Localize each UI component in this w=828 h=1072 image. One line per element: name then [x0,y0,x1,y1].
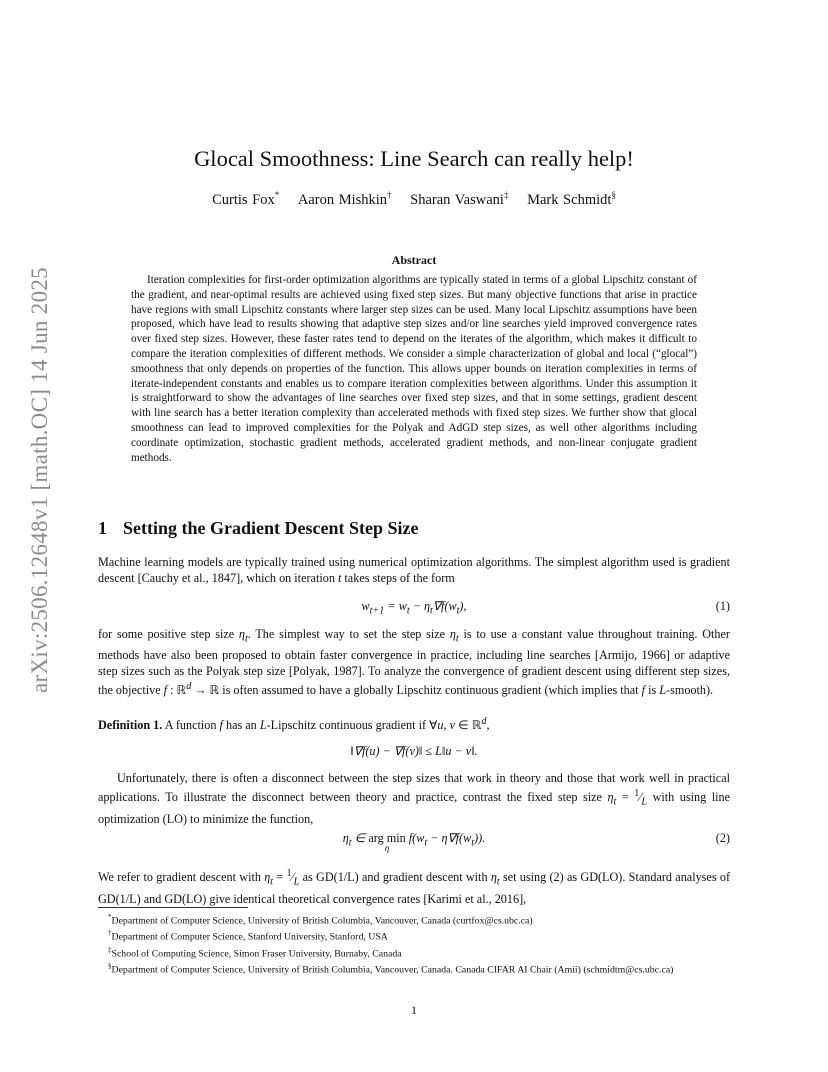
text-run: as GD(1/L) and gradient descent with [299,870,491,885]
text-run: -Lipschitz continuous gradient if ∀ [266,718,438,733]
equation-number: (1) [715,599,730,613]
equation-2-math: $\eta_t$ ∈ arg min η $f(w_t - \eta\nabla f(w_t))$. [342,831,486,853]
author-name: Mark Schmidt [527,191,612,208]
text-run: -smooth). [666,683,714,698]
footnote [98,960,730,976]
equation-1-math: $w_{t+1} = w_t - \eta_t\nabla f(w_t)$, [361,599,467,617]
author [527,192,616,208]
author [410,192,508,208]
footnote-mark: * [108,913,112,921]
author [298,192,392,208]
footnote-divider [98,907,248,908]
section-title: Setting the Gradient Descent Step Size [123,518,419,538]
text-run: with using line optimization (LO) to minimize the function, [98,790,731,826]
text-run: . The simplest way to set the step size [247,627,450,641]
author-mark: § [611,190,616,200]
footnote-mark: § [108,961,112,970]
footnote-text: School of Computing Science, Simon Fraser University, Burnaby, Canada [111,947,402,959]
text-run: takes steps of the form [341,571,455,585]
paragraph: for some positive step size $\eta_t$. The simplest way to set the step size $\eta_t$ is to use a constant value throughout training. Other methods have also been proposed to obtain faster convergence in practice, including line searches [Armijo, 1966] or adaptive step sizes such as the Polyak step size [Polyak, 1987]. To analyze the convergence of gradient descent using different step sizes, the objective f : ℝ$^d$ → ℝ is often assumed to have a globally Lipschitz continuous gradient (which implies that f is L-smooth). [98,627,730,698]
paragraph: We refer to gradient descent with $\eta_t$ = $^1⁄_L$ as GD(1/L) and gradient descent with $\eta_t$ set using (2) as GD(LO). Standard analyses of GD(1/L) and GD(LO) give identical theoretical convergence rates [Karimi et al., 2016], [98,868,730,906]
author-mark: ‡ [503,190,509,200]
footnote-text: Department of Computer Science, Stanford University, Stanford, USA [111,931,388,943]
abstract-heading: Abstract [391,253,437,267]
section-number: 1 [98,518,107,538]
text-run: is often assumed to have a globally Lipschitz continuous gradient (which implies that [219,683,642,698]
text-run: We refer to gradient descent with [98,870,265,885]
text-run: ∈ ℝ [455,718,482,733]
equation-2 [98,831,730,857]
footnote [98,927,730,943]
paragraph: Machine learning models are typically trained using numerical optimization algorithms. The simplest algorithm used is gradient descent [Cauchy et al., 1847], which on iteration t takes steps of the form [98,555,730,585]
definition-1: Definition 1. A function f has an L-Lipschitz continuous gradient if ∀u, v ∈ ℝ$^d$, [98,716,490,733]
text-run: is to use a constant value throughout training. Other methods have also been proposed to obtain faster convergence in practice, including line searches [Armijo, 1966] or adaptive step sizes such as the Polyak step size [Polyak, 1987]. To analyze the convergence of gradient descent using different step sizes, the objective [98,627,730,698]
definition-label: Definition 1. [98,718,163,733]
author-name: Sharan Vaswani [410,191,504,208]
text-run: for some positive step size [98,627,239,641]
text-run: Machine learning models are typically trained using numerical optimization algorithms. The simplest algorithm used is gradient descent [Cauchy et al., 1847], which on iteration [98,555,730,585]
footnote-mark: ‡ [108,945,112,954]
footnote-text: Department of Computer Science, University of British Columbia, Vancouver, Canada (curtfox@cs.ubc.ca) [111,915,533,927]
author-mark: † [387,190,392,200]
text-run: set using (2) as GD(LO). Standard analyses of GD(1/L) and GD(LO) give identical theoretical convergence rates [Karimi et al., 2016], [98,870,730,906]
footnotes [98,911,730,976]
text-run: has an [222,718,260,733]
paragraph: Unfortunately, there is often a disconnect between the step sizes that work in theory and those that work well in practical applications. To illustrate the disconnect between theory and practice, contrast the fixed step size $\eta_t$ = $^1⁄_L$ with using line optimization (LO) to minimize the function, [98,771,731,826]
definition-math: ‖∇f(u) − ∇f(v)‖ ≤ L‖u − v‖. [350,744,478,758]
footnote-text: Department of Computer Science, University of British Columbia, Vancouver, Canada. Canada CIFAR AI Chair (Amii) (schmidtm@cs.ubc.ca) [111,964,674,976]
footnote [98,944,730,960]
text-run: is [645,683,660,698]
abstract-body: Iteration complexities for first-order optimization algorithms are typically stated in terms of a global Lipschitz constant of the gradient, and near-optimal results are achieved using fixed step sizes. But many objective functions that arise in practice have regions with small Lipschitz constants where larger step sizes can be used. Many local Lipschitz assumptions have been proposed, which have lead to results showing that adaptive step sizes and/or line searches yield improved convergence rates over fixed step sizes. However, these faster rates tend to depend on the iterates of the algorithm, which makes it difficult to compare the iteration complexities of different methods. We consider a simple characterization of global and local (“glocal”) smoothness that only depends on properties of the function. This allows upper bounds on iteration complexities in terms of iterate-independent constants and enables us to compare iteration complexities between algorithms. Under this assumption it is straightforward to show the advantages of line searches over fixed step sizes, and that in some settings, gradient descent with line search has a better iteration complexity than accelerated methods with fixed step sizes. We further show that glocal smoothness can lead to improved complexities for the Polyak and AdGD step sizes, as well other algorithms including coordinate optimization, stochastic gradient methods, accelerated gradient methods, and non-linear conjugate gradient methods. [131,274,697,464]
arxiv-identifier [10,245,70,715]
author [212,192,279,208]
author-name: Curtis Fox [212,191,275,208]
equation-1 [98,599,730,615]
footnote-mark: † [108,929,112,938]
equation-number: (2) [715,831,730,845]
paper-title: Glocal Smoothness: Line Search can really help! [194,146,634,171]
author-mark: * [274,190,280,200]
section-heading [98,518,418,539]
footnote [98,911,730,927]
text-run: A function [162,718,220,733]
author-list [98,190,730,209]
author-name: Aaron Mishkin [297,191,388,208]
text-run: Unfortunately, there is often a disconnect between the step sizes that work in theory and those that work well in practical applications. To illustrate the disconnect between theory and practice, contrast the fixed step size [98,771,730,805]
page-number: 1 [411,1003,417,1017]
arxiv-identifier-text: arXiv:2506.12648v1 [math.OC] 14 Jun 2025 [27,267,52,693]
